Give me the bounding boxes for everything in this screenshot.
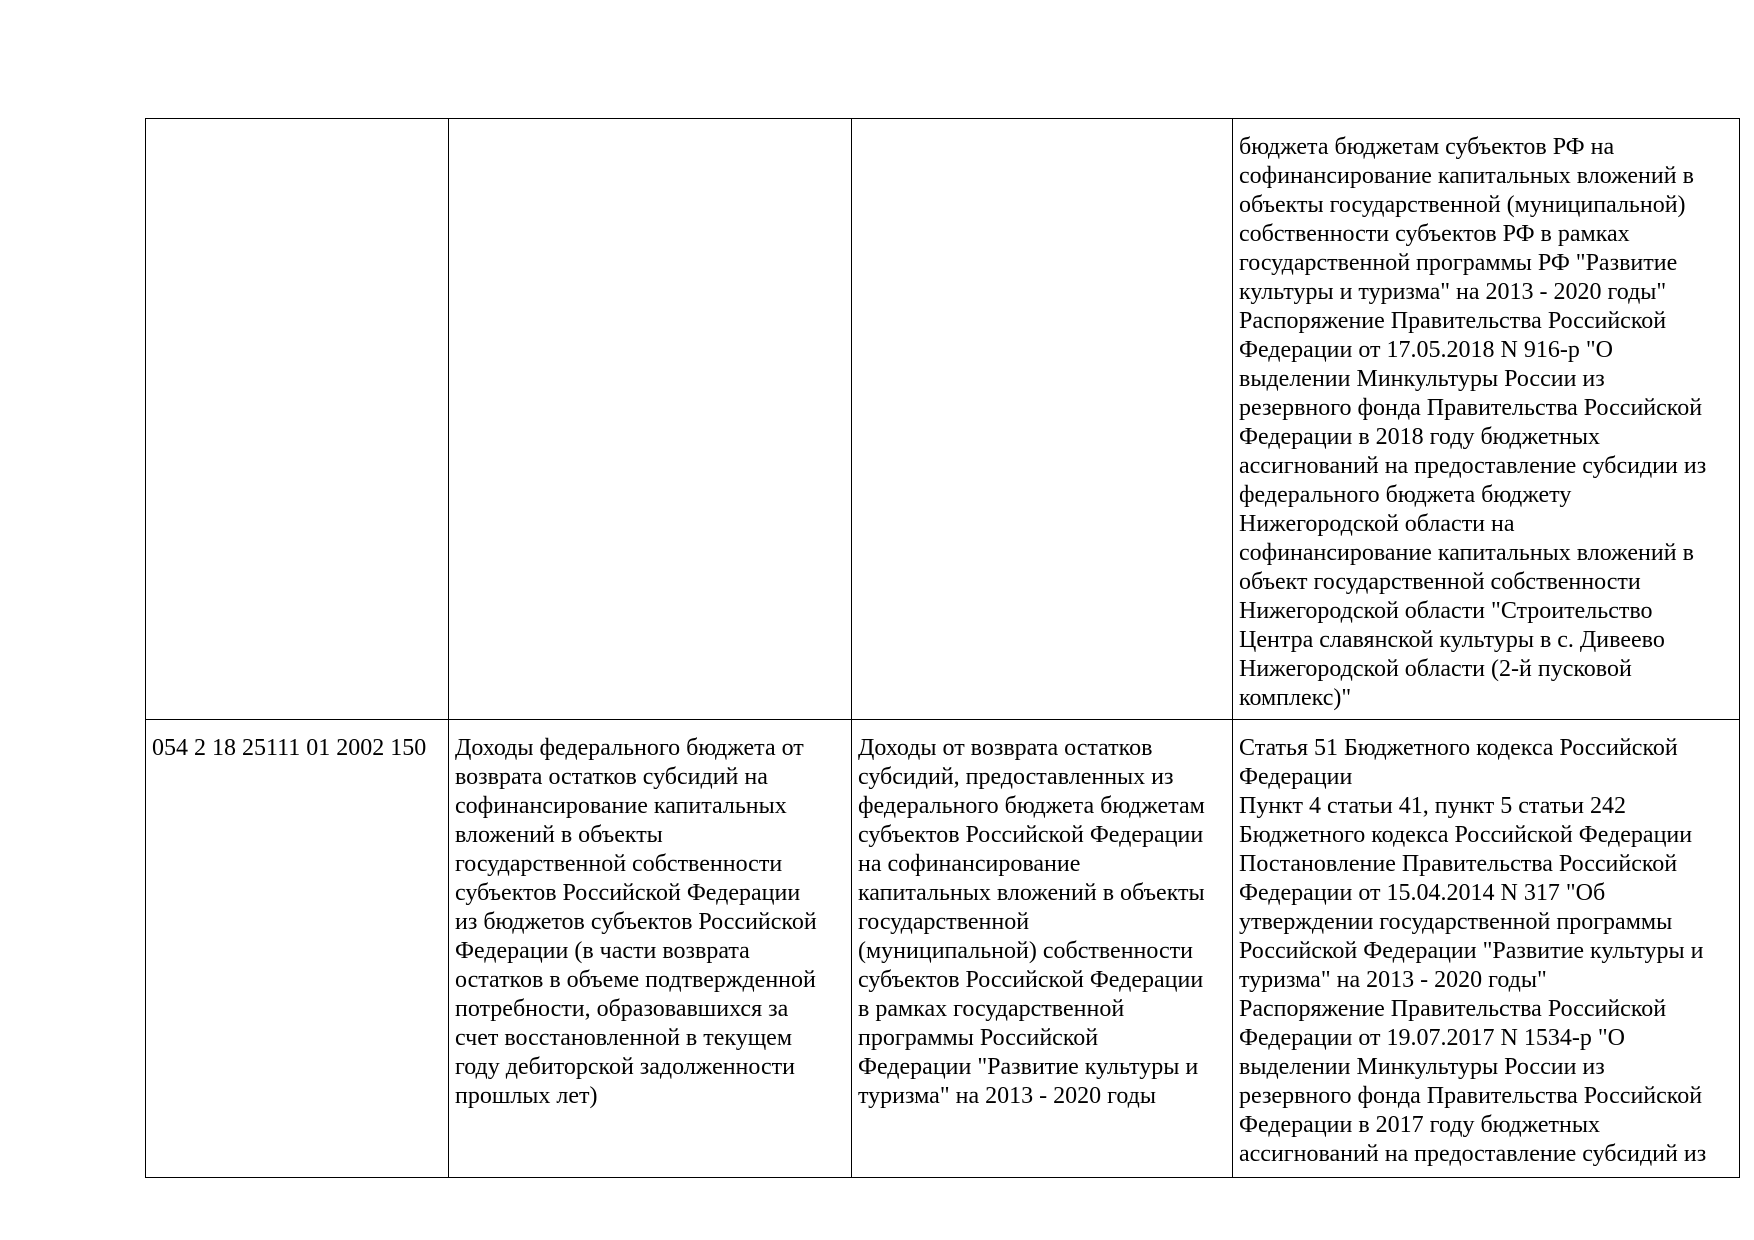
- row-name-cell: [449, 119, 852, 720]
- row-description-cell: Доходы от возврата остатков субсидий, предоставленных из федерального бюджета бюджетам субъектов Российской Федерации на софинансирование капитальных вложений в объекты государственной (муниципальной) собственности субъектов Российской Федерации в рамках государственной программы Российской Федерации "Развитие культуры и туризма" на 2013 - 2020 годы: [852, 720, 1233, 1178]
- row-name-cell: Доходы федерального бюджета от возврата остатков субсидий на софинансирование капитальных вложений в объекты государственной собственности субъектов Российской Федерации из бюджетов субъектов Российской Федерации (в части возврата остатков в объеме подтвержденной потребности, образовавшихся за счет восстановленной в текущем году дебиторской задолженности прошлых лет): [449, 720, 852, 1178]
- row-basis-cell: бюджета бюджетам субъектов РФ на софинансирование капитальных вложений в объекты государственной (муниципальной) собственности субъектов РФ в рамках государственной программы РФ "Развитие культуры и туризма" на 2013 - 2020 годы" Распоряжение Правительства Российской Федерации от 17.05.2018 N 916-р "О выделении Минкультуры России из резервного фонда Правительства Российской Федерации в 2018 году бюджетных ассигнований на предоставление субсидии из федерального бюджета бюджету Нижегородской области на софинансирование капитальных вложений в объект государственной собственности Нижегородской области "Строительство Центра славянской культуры в с. Дивеево Нижегородской области (2-й пусковой комплекс)": [1233, 119, 1740, 720]
- row-description-cell: [852, 119, 1233, 720]
- table-row: [146, 119, 1740, 720]
- table-row: [146, 720, 1740, 1178]
- row-code-cell: [146, 119, 449, 720]
- budget-codes-table: [145, 118, 1740, 1178]
- row-code-cell: 054 2 18 25111 01 2002 150: [146, 720, 449, 1178]
- row-basis-cell: Статья 51 Бюджетного кодекса Российской Федерации Пункт 4 статьи 41, пункт 5 статьи 242 Бюджетного кодекса Российской Федерации Постановление Правительства Российской Федерации от 15.04.2014 N 317 "Об утверждении государственной программы Российской Федерации "Развитие культуры и туризма" на 2013 - 2020 годы" Распоряжение Правительства Российской Федерации от 19.07.2017 N 1534-р "О выделении Минкультуры России из резервного фонда Правительства Российской Федерации в 2017 году бюджетных ассигнований на предоставление субсидий из: [1233, 720, 1740, 1178]
